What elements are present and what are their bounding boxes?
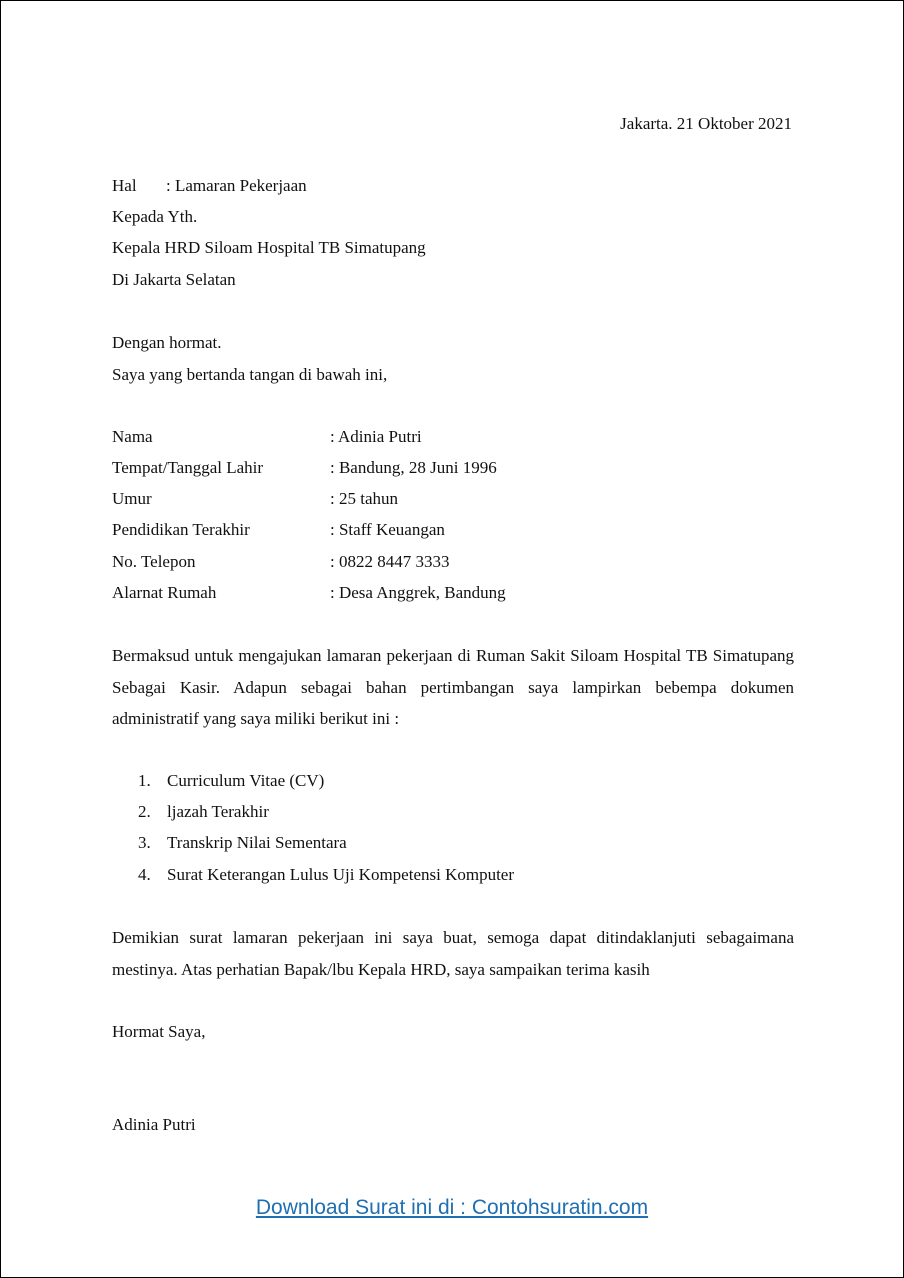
field-value-nama: : Adinia Putri (330, 427, 422, 446)
field-value-pendidikan: : Staff Keuangan (330, 520, 445, 539)
list-item-number: 2. (138, 802, 151, 821)
intro-text: Saya yang bertanda tangan di bawah ini, (112, 365, 388, 384)
subject-value: : Lamaran Pekerjaan (166, 176, 307, 195)
field-label-telepon: No. Telepon (112, 552, 196, 571)
field-label-nama: Nama (112, 427, 153, 446)
recipient-line-1: Kepada Yth. (112, 207, 198, 226)
field-label-alamat: Alarnat Rumah (112, 583, 217, 602)
list-item: Surat Keterangan Lulus Uji Kompetensi Komputer (167, 865, 515, 884)
list-item-number: 4. (138, 865, 151, 884)
field-label-umur: Umur (112, 489, 152, 508)
greeting: Dengan hormat. (112, 333, 222, 352)
list-item-number: 1. (138, 771, 151, 790)
field-value-alamat: : Desa Anggrek, Bandung (330, 583, 506, 602)
place-date: Jakarta. 21 Oktober 2021 (620, 114, 792, 133)
list-item: ljazah Terakhir (167, 802, 269, 821)
field-label-pendidikan: Pendidikan Terakhir (112, 520, 250, 539)
signatory-name: Adinia Putri (112, 1115, 196, 1134)
field-value-telepon: : 0822 8447 3333 (330, 552, 450, 571)
list-item: Transkrip Nilai Sementara (167, 833, 347, 852)
field-label-ttl: Tempat/Tanggal Lahir (112, 458, 264, 477)
subject-label: Hal (112, 176, 137, 195)
list-item: Curriculum Vitae (CV) (167, 771, 325, 790)
body-paragraph: Bermaksud untuk mengajukan lamaran pekerjaan di Ruman Sakit Siloam Hospital TB Simatupang Sebagai Kasir. Adapun sebagai bahan pertimbangan saya lampirkan bebempa dokumen administratif yang saya miliki berikut ini : (112, 646, 794, 728)
download-link[interactable]: Download Surat ini di : Contohsuratin.com (255, 1196, 649, 1219)
sign-off: Hormat Saya, (112, 1022, 206, 1041)
field-value-umur: : 25 tahun (330, 489, 398, 508)
list-item-number: 3. (138, 833, 151, 852)
closing-paragraph: Demikian surat lamaran pekerjaan ini saya buat, semoga dapat ditindaklanjuti sebagaimana mestinya. Atas perhatian Bapak/lbu Kepala HRD, saya sampaikan terima kasih (112, 928, 794, 979)
recipient-line-3: Di Jakarta Selatan (112, 270, 236, 289)
recipient-line-2: Kepala HRD Siloam Hospital TB Simatupang (112, 238, 426, 257)
field-value-ttl: : Bandung, 28 Juni 1996 (330, 458, 497, 477)
